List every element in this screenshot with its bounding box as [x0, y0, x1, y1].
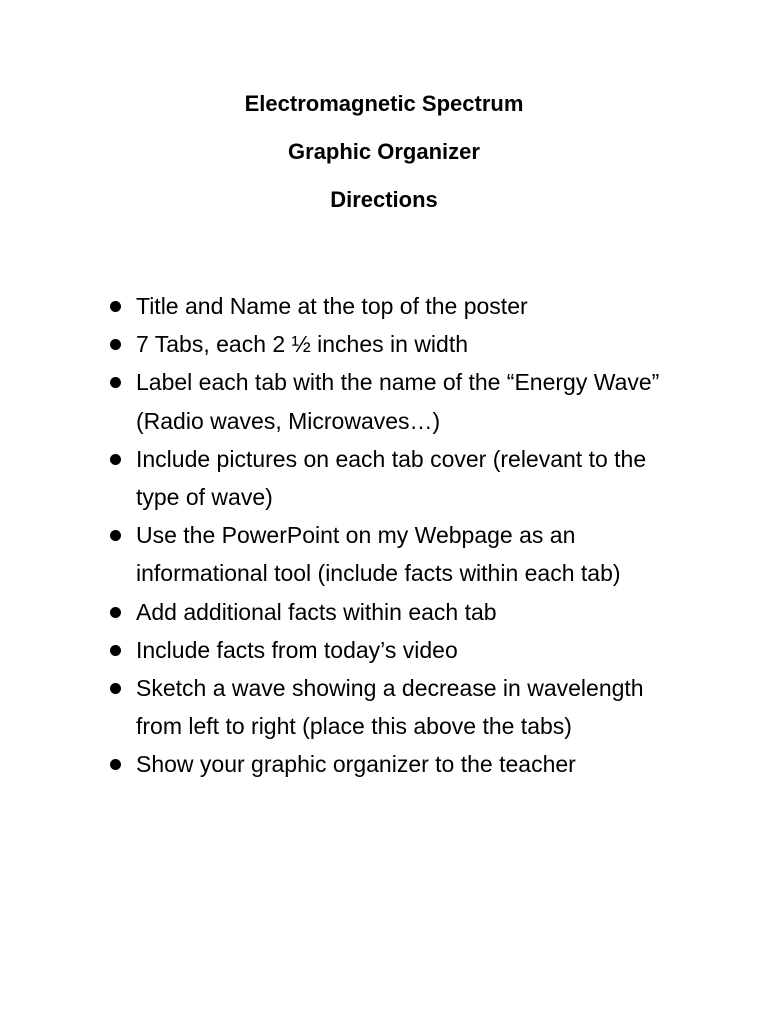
title-block — [0, 92, 768, 212]
section-heading: Directions — [330, 187, 438, 212]
list-item-text: Sketch a wave showing a decrease in wavelength from left to right (place this above the tabs) — [136, 675, 644, 740]
list-item-text: Use the PowerPoint on my Webpage as an informational tool (include facts within each tab) — [136, 522, 621, 587]
list-item — [110, 363, 670, 439]
list-item — [110, 440, 670, 516]
bullet-icon — [110, 301, 121, 312]
bullet-icon — [110, 759, 121, 770]
bullet-icon — [110, 339, 121, 350]
bullet-icon — [110, 377, 121, 388]
list-item-text: Label each tab with the name of the “Energy Wave” (Radio waves, Microwaves…) — [136, 369, 660, 434]
bullet-icon — [110, 645, 121, 656]
list-item-text: Include facts from today’s video — [136, 636, 458, 663]
directions-list — [110, 287, 670, 784]
bullet-icon — [110, 530, 121, 541]
document-title: Electromagnetic Spectrum — [244, 91, 524, 116]
list-item-text: Add additional facts within each tab — [136, 598, 497, 625]
list-item-text: Show your graphic organizer to the teacher — [136, 751, 576, 778]
list-item — [110, 325, 670, 363]
document-subtitle: Graphic Organizer — [288, 139, 480, 164]
list-item — [110, 516, 670, 592]
list-item-text: Title and Name at the top of the poster — [136, 293, 528, 319]
bullet-icon — [110, 683, 121, 694]
list-item — [110, 631, 670, 669]
bullet-icon — [110, 607, 121, 618]
list-item-text: Include pictures on each tab cover (relevant to the type of wave) — [136, 445, 647, 511]
list-item-text: 7 Tabs, each 2 ½ inches in width — [136, 331, 469, 358]
list-item — [110, 669, 670, 745]
list-item — [110, 745, 670, 783]
list-item — [110, 287, 670, 325]
bullet-icon — [110, 454, 121, 465]
list-item — [110, 593, 670, 631]
